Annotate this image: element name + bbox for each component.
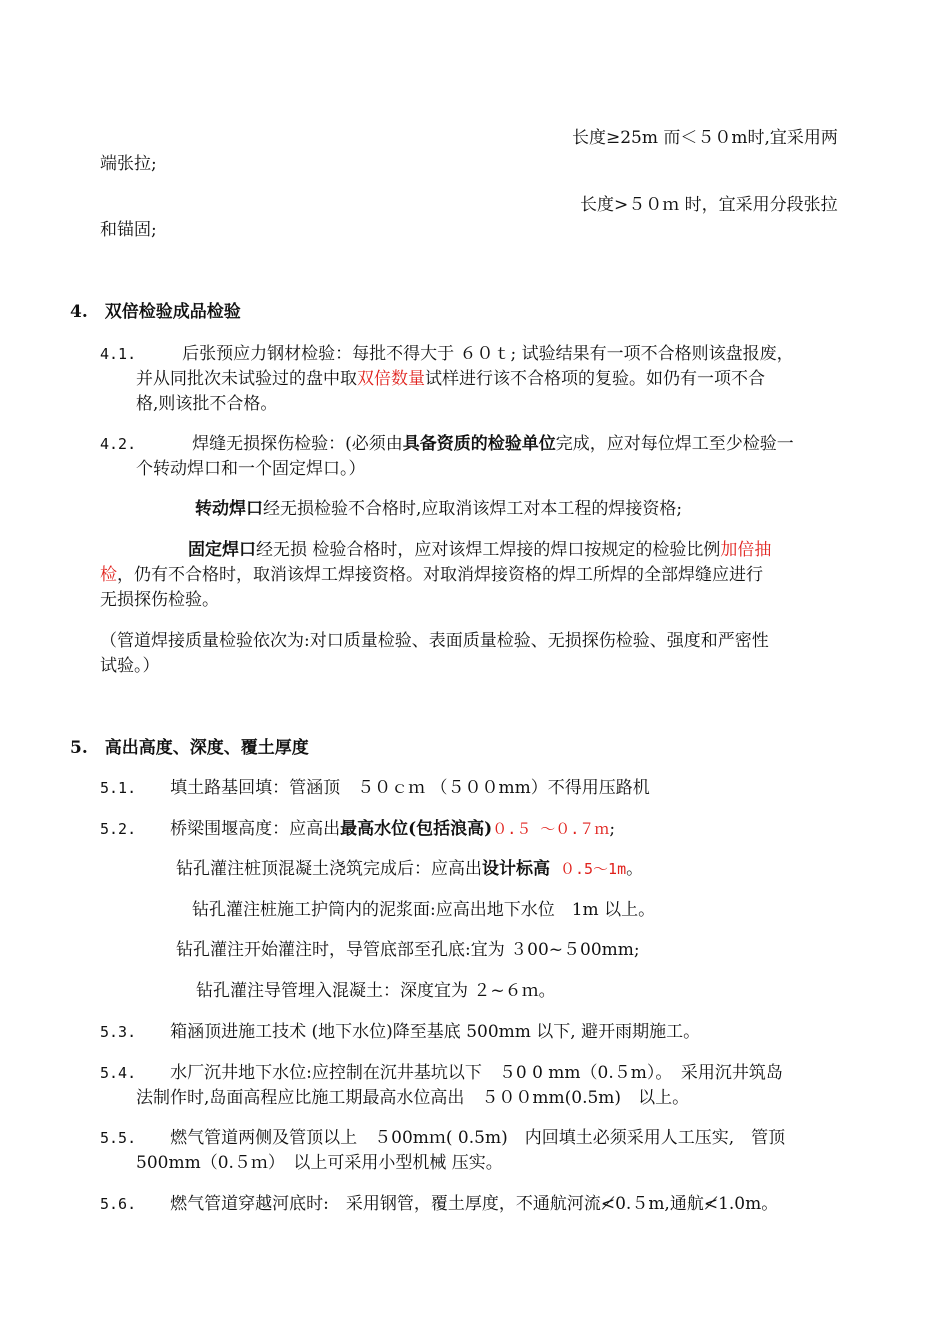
emphasis-red: 加倍抽 [720,540,772,560]
item-4-2-line2 [136,457,366,481]
text-span: ，仍有不合格时，取消该焊工焊接资格。对取消焊接资格的焊工所焊的全部焊缝应进行 [117,565,763,585]
item-4-2-line1 [100,432,794,456]
item-number: 5.2. [100,820,137,838]
bored-pile-line4 [196,979,556,1003]
item-4-1-line2 [136,367,765,391]
text-span: 钻孔灌注导管埋入混凝土：深度宜为 ２~６ｍ。 [196,981,556,1001]
text-span: 钻孔灌注开始灌注时，导管底部至孔底:宜为 ３00~５00mm; [176,940,640,960]
fixed-joint-line2 [100,563,763,587]
item-5-5-line2 [136,1151,503,1175]
note-line2 [100,654,160,678]
emphasis-bold: 设计标高 [482,859,550,879]
item-number: 5.1. [100,779,137,797]
text-span: 焊缝无损探伤检验：(必须由 [192,434,403,454]
text-span: 长度>５０ｍ 时，宜采用分段张拉 [580,195,838,215]
heading-text: 4. 双倍检验成品检验 [70,302,241,322]
item-5-6 [100,1192,778,1216]
text-span: 钻孔灌注桩顶混凝土浇筑完成后：应高出 [176,859,482,879]
text-span: 填土路基回填：管涵顶 ５０ｃｍ （５００mm）不得用压路机 [170,778,650,798]
item-5-5-line1 [100,1126,785,1150]
emphasis-bold: 转动焊口 [195,499,263,519]
top-line2 [580,193,838,217]
item-5-4-line1 [100,1061,783,1085]
text-span: 并从同批次未试验过的盘中取 [136,369,357,389]
text-span: 后张预应力钢材检验：每批不得大于 ６０ｔ; 试验结果有一项不合格则该盘报废， [182,344,794,364]
item-5-4-line2 [136,1086,689,1110]
note-line1 [100,629,769,653]
text-span: ; [609,819,616,839]
text-span: 法制作时,岛面高程应比施工期最高水位高出 ５００mm(0.5m) 以上。 [136,1088,690,1108]
top-line1 [572,126,838,150]
text-span: 燃气管道两侧及管顶以上 ５00mｍ( 0.5m) 内回填土必须采用人工压实, 管顶 [170,1128,786,1148]
text-span: 试样进行该不合格项的复验。如仍有一项不合 [425,369,765,389]
text-span: 试验。） [100,656,160,676]
item-4-1-line3 [136,392,277,416]
item-5-1 [100,776,650,800]
section-4-heading [70,300,241,324]
text-span: 水厂沉井地下水位:应控制在沉井基坑以下 ５0 0 mm（0.５m）。 采用沉井筑岛 [170,1063,783,1083]
text-span: 端张拉; [100,154,157,174]
emphasis-red: 检 [100,565,117,585]
text-span: 经无损检验不合格时,应取消该焊工对本工程的焊接资格; [263,499,683,519]
text-span: 和锚固; [100,220,157,240]
text-span: 燃气管道穿越河底时: 采用钢管，覆土厚度，不通航河流≮0.５m,通航≮1.0m。 [170,1194,779,1214]
item-5-3 [100,1020,700,1044]
bored-pile-line1 [176,857,643,881]
section-5-heading [70,736,309,760]
text-span: 完成，应对每位焊工至少检验一 [555,434,794,454]
emphasis-bold: 固定焊口 [188,540,256,560]
emphasis-bold: 最高水位(包括浪高) [340,819,493,839]
text-span: 个转动焊口和一个固定焊口。） [136,459,366,479]
item-number: 5.5. [100,1129,137,1147]
item-5-2 [100,817,615,841]
text-span: 长度≥25m 而＜５０m时,宜采用两 [572,128,838,148]
item-number: 5.3. [100,1023,137,1041]
item-4-1-line1 [100,342,794,366]
item-number: 5.4. [100,1064,137,1082]
text-span: 箱涵顶进施工技术 (地下水位)降至基底 500mm 以下, 避开雨期施工。 [170,1022,701,1042]
heading-text: 5. 高出高度、深度、覆土厚度 [70,738,309,758]
fixed-joint-line3 [100,588,219,612]
top-line2-cont [100,218,157,242]
item-number: 5.6. [100,1195,137,1213]
text-span: 无损探伤检验。 [100,590,219,610]
text-span: 。 [626,859,644,879]
fixed-joint-line1 [188,538,771,562]
text-span: 经无损 检验合格时，应对该焊工焊接的焊口按规定的检验比例 [256,540,721,560]
text-span: 格,则该批不合格。 [136,394,278,414]
item-number: 4.2. [100,435,137,453]
emphasis-red: ０.５ ～０.７ｍ [492,820,610,838]
rotating-joint-line [195,497,682,521]
text-span: （管道焊接质量检验依次为:对口质量检验、表面质量检验、无损探伤检验、强度和严密性 [100,631,769,651]
bored-pile-line2 [192,898,655,922]
emphasis-bold: 具备资质的检验单位 [402,434,556,454]
top-line1-cont [100,152,157,176]
bored-pile-line3 [176,938,640,962]
item-number: 4.1. [100,345,137,363]
emphasis-red: ０.5～1m [560,860,627,878]
text-span: 钻孔灌注桩施工护筒内的泥浆面:应高出地下水位 1m 以上。 [192,900,656,920]
text-span: 桥梁围堰高度：应高出 [170,819,341,839]
emphasis-red: 双倍数量 [357,369,425,389]
text-span: 500mm（0.５ｍ） 以上可采用小型机械 压实。 [136,1153,503,1173]
